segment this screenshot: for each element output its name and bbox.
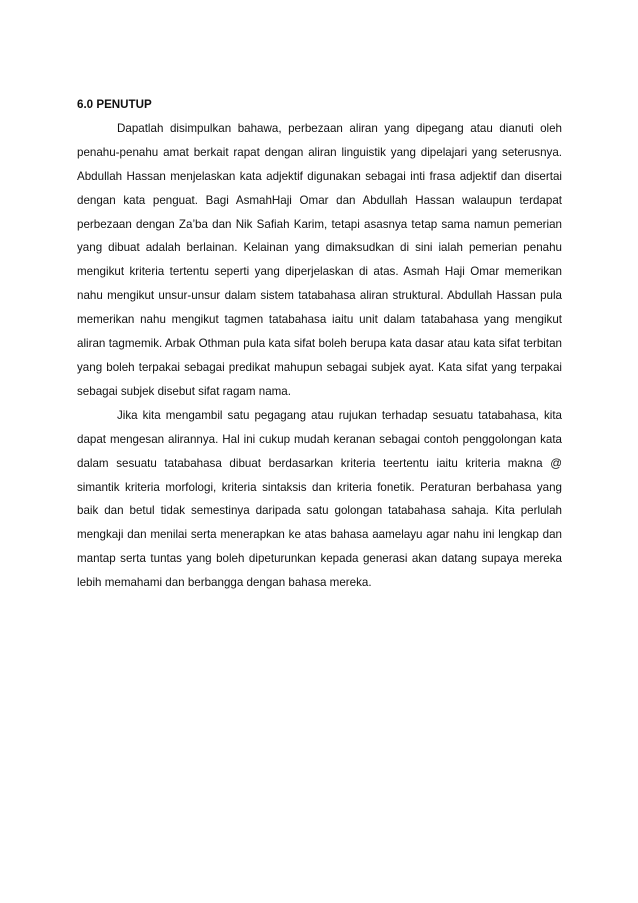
section-heading: 6.0 PENUTUP — [77, 98, 152, 111]
document-body — [77, 93, 562, 595]
paragraph-2: Jika kita mengambil satu pegagang atau rujukan terhadap sesuatu tatabahasa, kita dapat mengesan alirannya. Hal ini cukup mudah keranan sebagai contoh penggolongan kata dalam sesuatu tatabahasa dibuat berdasarkan kriteria teertentu iaitu kriteria makna @ simantik kriteria morfologi, kriteria sintaksis dan kriteria fonetik. Peraturan berbahasa yang baik dan betul tidak semestinya daripada satu golongan tatabahasa sahaja. Kita perlulah mengkaji dan menilai serta menerapkan ke atas bahasa aamelayu agar nahu ini lengkap dan mantap serta tuntas yang boleh dipeturunkan kepada generasi akan datang supaya mereka lebih memahami dan berbangga dengan bahasa mereka. — [77, 408, 562, 590]
paragraph-1: Dapatlah disimpulkan bahawa, perbezaan aliran yang dipegang atau dianuti oleh penahu-penahu amat berkait rapat dengan aliran linguistik yang dipelajari yang seterusnya. Abdullah Hassan menjelaskan kata adjektif digunakan sebagai inti frasa adjektif dan disertai dengan kata penguat. Bagi AsmahHaji Omar dan Abdullah Hassan walaupun terdapat perbezaan dengan Za’ba dan Nik Safiah Karim, tetapi asasnya tetap sama namun pemerian yang dibuat adalah berlainan. Kelainan yang dimaksudkan di sini ialah pemerian penahu mengikut kriteria tertentu seperti yang diperjelaskan di atas. Asmah Haji Omar memerikan nahu mengikut unsur-unsur dalam sistem tatabahasa aliran struktural. Abdullah Hassan pula memerikan nahu mengikut tagmen tatabahasa iaitu unit dalam tatabahasa yang mengikut aliran tagmemik. Arbak Othman pula kata sifat boleh berupa kata dasar atau kata sifat terbitan yang boleh terpakai sebagai predikat mahupun sebagai subjek ayat. Kata sifat yang terpakai sebagai subjek disebut sifat ragam nama. — [77, 121, 562, 398]
